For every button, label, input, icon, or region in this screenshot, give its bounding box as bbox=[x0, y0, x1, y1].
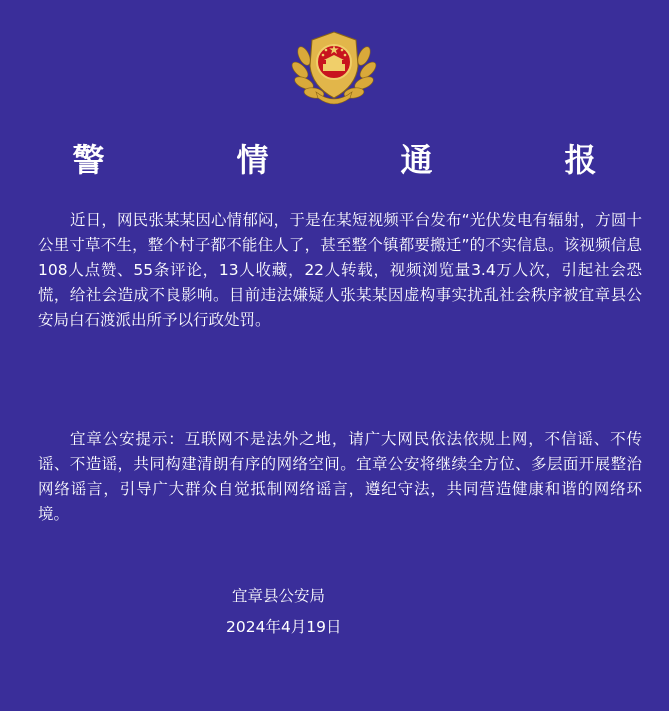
notice-paragraph-incident: 近日，网民张某某因心情郁闷，于是在某短视频平台发布“光伏发电有辐射，方圆十公里寸草不生，整个村子都不能住人了，甚至整个镇都要搬迁”的不实信息。该视频信息108人点赞、55条评论，13人收藏，22人转载，视频浏览量3.4万人次，引起社会恐慌，给社会造成不良影响。目前违法嫌疑人张某某因虚构事实扰乱社会秩序被宜章县公安局白石渡派出所予以行政处罚。 bbox=[38, 211, 642, 329]
signature-organization: 宜章县公安局 bbox=[232, 587, 326, 605]
signature-date: 2024年4月19日 bbox=[226, 618, 342, 636]
notice-paragraph-reminder: 宜章公安提示：互联网不是法外之地，请广大网民依法依规上网，不信谣、不传谣、不造谣，共同构建清朗有序的网络空间。宜章公安将继续全方位、多层面开展整治网络谣言，引导广大群众自觉抵制网络谣言，遵纪守法，共同营造健康和谐的网络环境。 bbox=[38, 430, 642, 523]
notice-title: 警 情 通 报 bbox=[72, 141, 647, 179]
police-emblem-icon bbox=[290, 26, 378, 108]
